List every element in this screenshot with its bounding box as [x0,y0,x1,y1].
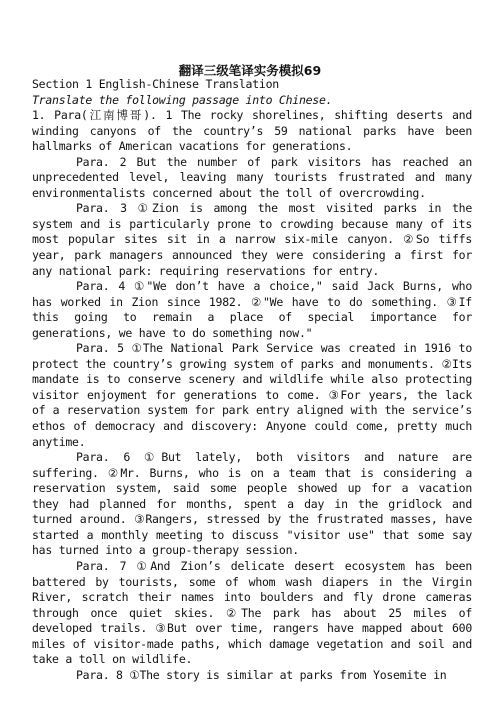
paragraph-1: 1. Para(江南博哥). 1 The rocky shorelines, shifting deserts and winding canyons of the country’s 59 national parks have been hallmarks of American vacations for generations. [32,108,472,154]
paragraph-3: Para. 3 ①Zion is among the most visited parks in the system and is particularly prone to crowding because many of its most popular sites sit in a narrow six-mile canyon. ②So tiffs year, park managers announced they were considering a first for any national park: requiring reservations for entry. [32,201,472,278]
instruction-text: Translate the following passage into Chinese. [32,92,333,107]
section-heading: Section 1 English-Chinese Translation [32,77,279,91]
paragraph-5: Para. 5 ①The National Park Service was created in 1916 to protect the country’s growing system of parks and monuments. ②Its mandate is to conserve scenery and wildlife while also protecting visitor enjoyment for generations to come. ③For years, the lack of a reservation system for park entry aligned with the service’s ethos of democracy and discovery: Anyone could come, pretty much anytime. [32,341,472,449]
paragraph-8: Para. 8 ①The story is similar at parks from Yosemite in [76,667,447,682]
page-title: 翻译三级笔译实务模拟69 [178,63,322,78]
paragraph-7: Para. 7 ①And Zion’s delicate desert ecosystem has been battered by tourists, some of whom wash diapers in the Virgin River, scratch their names into boulders and fly drone cameras through once quiet skies. ②The park has about 25 miles of developed trails. ③But over time, rangers have mapped about 600 miles of visitor-made paths, which damage vegetation and soil and take a toll on wildlife. [32,558,472,667]
paragraph-2: Para. 2 But the number of park visitors has reached an unprecedented level, leaving many tourists frustrated and many environmentalists concerned about the toll of overcrowding. [32,154,472,200]
document-body [32,77,472,683]
paragraph-4: Para. 4 ①"We don’t have a choice," said Jack Burns, who has worked in Zion since 1982. ②"We have to do something. ③If this going to remain a place of special importance for generations, we have to do something now." [32,279,472,340]
paragraph-6: Para. 6 ①But lately, both visitors and nature are suffering. ②Mr. Burns, who is on a team that is considering a reservation system, said some people showed up for a vacation they had planned for months, spent a day in the gridlock and turned around. ③Rangers, stressed by the frustrated masses, have started a monthly meeting to discuss "visitor use" that some say has turned into a group-therapy session. [32,450,472,558]
